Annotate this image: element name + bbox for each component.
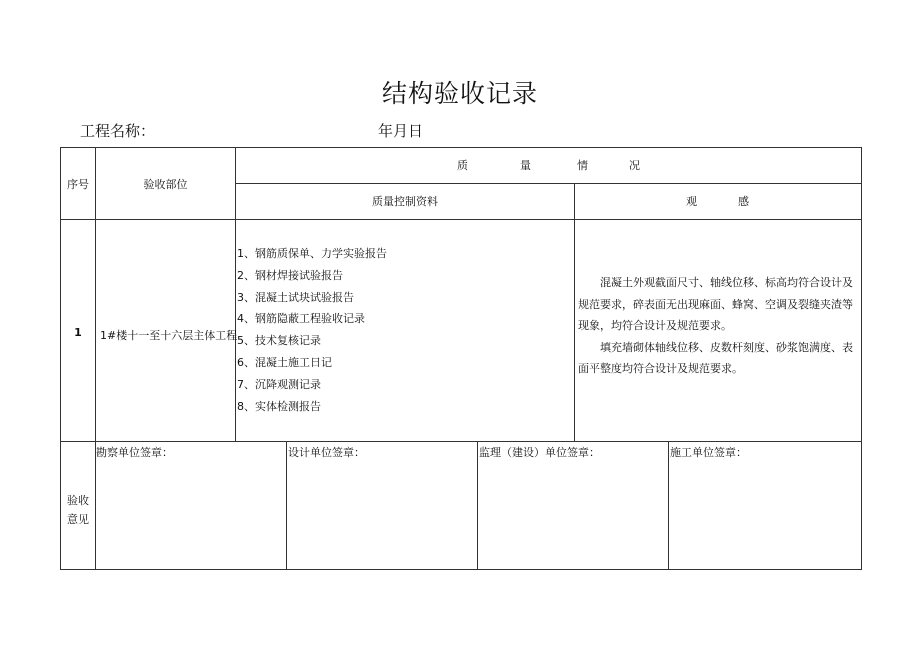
list-item: 6、混凝土施工日记 xyxy=(237,355,332,369)
appearance-char-1: 观 xyxy=(686,195,697,208)
table-rule-sig3 xyxy=(668,441,669,570)
appearance-paragraph-masonry: 填充墙砌体轴线位移、皮数杆刻度、砂浆饱满度、表面平整度均符合设计及规范要求。 xyxy=(578,340,853,375)
appearance-notes xyxy=(578,272,860,380)
project-name-label: 工程名称： xyxy=(80,122,156,140)
table-rule-header-bottom xyxy=(60,219,862,220)
list-item: 8、实体检测报告 xyxy=(237,399,321,413)
page-title: 结构验收记录 xyxy=(381,79,538,108)
table-rule-sig1 xyxy=(286,441,287,570)
table-rule-row-bottom xyxy=(60,441,862,442)
date-label: 年月日 xyxy=(378,122,424,140)
list-item: 7、沉降观测记录 xyxy=(237,377,321,391)
row-part: 1#楼十一至十六层主体工程 xyxy=(100,329,238,342)
signature-survey-unit: 勘察单位签章： xyxy=(96,446,173,459)
table-rule-subheader xyxy=(235,183,862,184)
table-rule-col3 xyxy=(574,183,575,442)
table-rule-col2 xyxy=(235,147,236,442)
header-seq: 序号 xyxy=(67,178,89,191)
acceptance-label-line1: 验收 xyxy=(67,494,89,507)
list-item: 4、钢筋隐蔽工程验收记录 xyxy=(237,312,365,326)
materials-list xyxy=(237,243,387,417)
table-rule-col1 xyxy=(95,147,96,570)
table-rule-sig2 xyxy=(477,441,478,570)
list-item: 2、钢材焊接试验报告 xyxy=(237,268,343,282)
quality-char-4: 况 xyxy=(629,159,640,172)
table-border-right xyxy=(861,147,862,570)
table-border-top xyxy=(60,147,862,148)
list-item: 1、钢筋质保单、力学实验报告 xyxy=(237,247,387,260)
acceptance-label xyxy=(61,491,95,529)
signature-design-unit: 设计单位签章： xyxy=(288,446,365,459)
table-border-bottom xyxy=(60,569,862,570)
signature-supervision-unit: 监理（建设）单位签章： xyxy=(479,446,600,459)
quality-char-1: 质 xyxy=(457,159,468,172)
row-seq: 1 xyxy=(74,326,82,339)
quality-char-3: 情 xyxy=(577,159,588,172)
appearance-char-2: 感 xyxy=(738,195,749,208)
quality-char-2: 量 xyxy=(520,159,531,172)
appearance-paragraph-concrete: 混凝土外观截面尺寸、轴线位移、标高均符合设计及规范要求，碎表面无出现麻面、蜂窝、空调及裂缝夹渣等现象，均符合设计及规范要求。 xyxy=(578,276,853,332)
signature-construction-unit: 施工单位签章： xyxy=(670,446,747,459)
acceptance-label-line2: 意见 xyxy=(67,513,89,526)
list-item: 5、技术复核记录 xyxy=(237,334,321,348)
header-materials: 质量控制资料 xyxy=(372,195,438,208)
header-part: 验收部位 xyxy=(143,178,188,191)
list-item: 3、混凝土试块试验报告 xyxy=(237,290,354,304)
